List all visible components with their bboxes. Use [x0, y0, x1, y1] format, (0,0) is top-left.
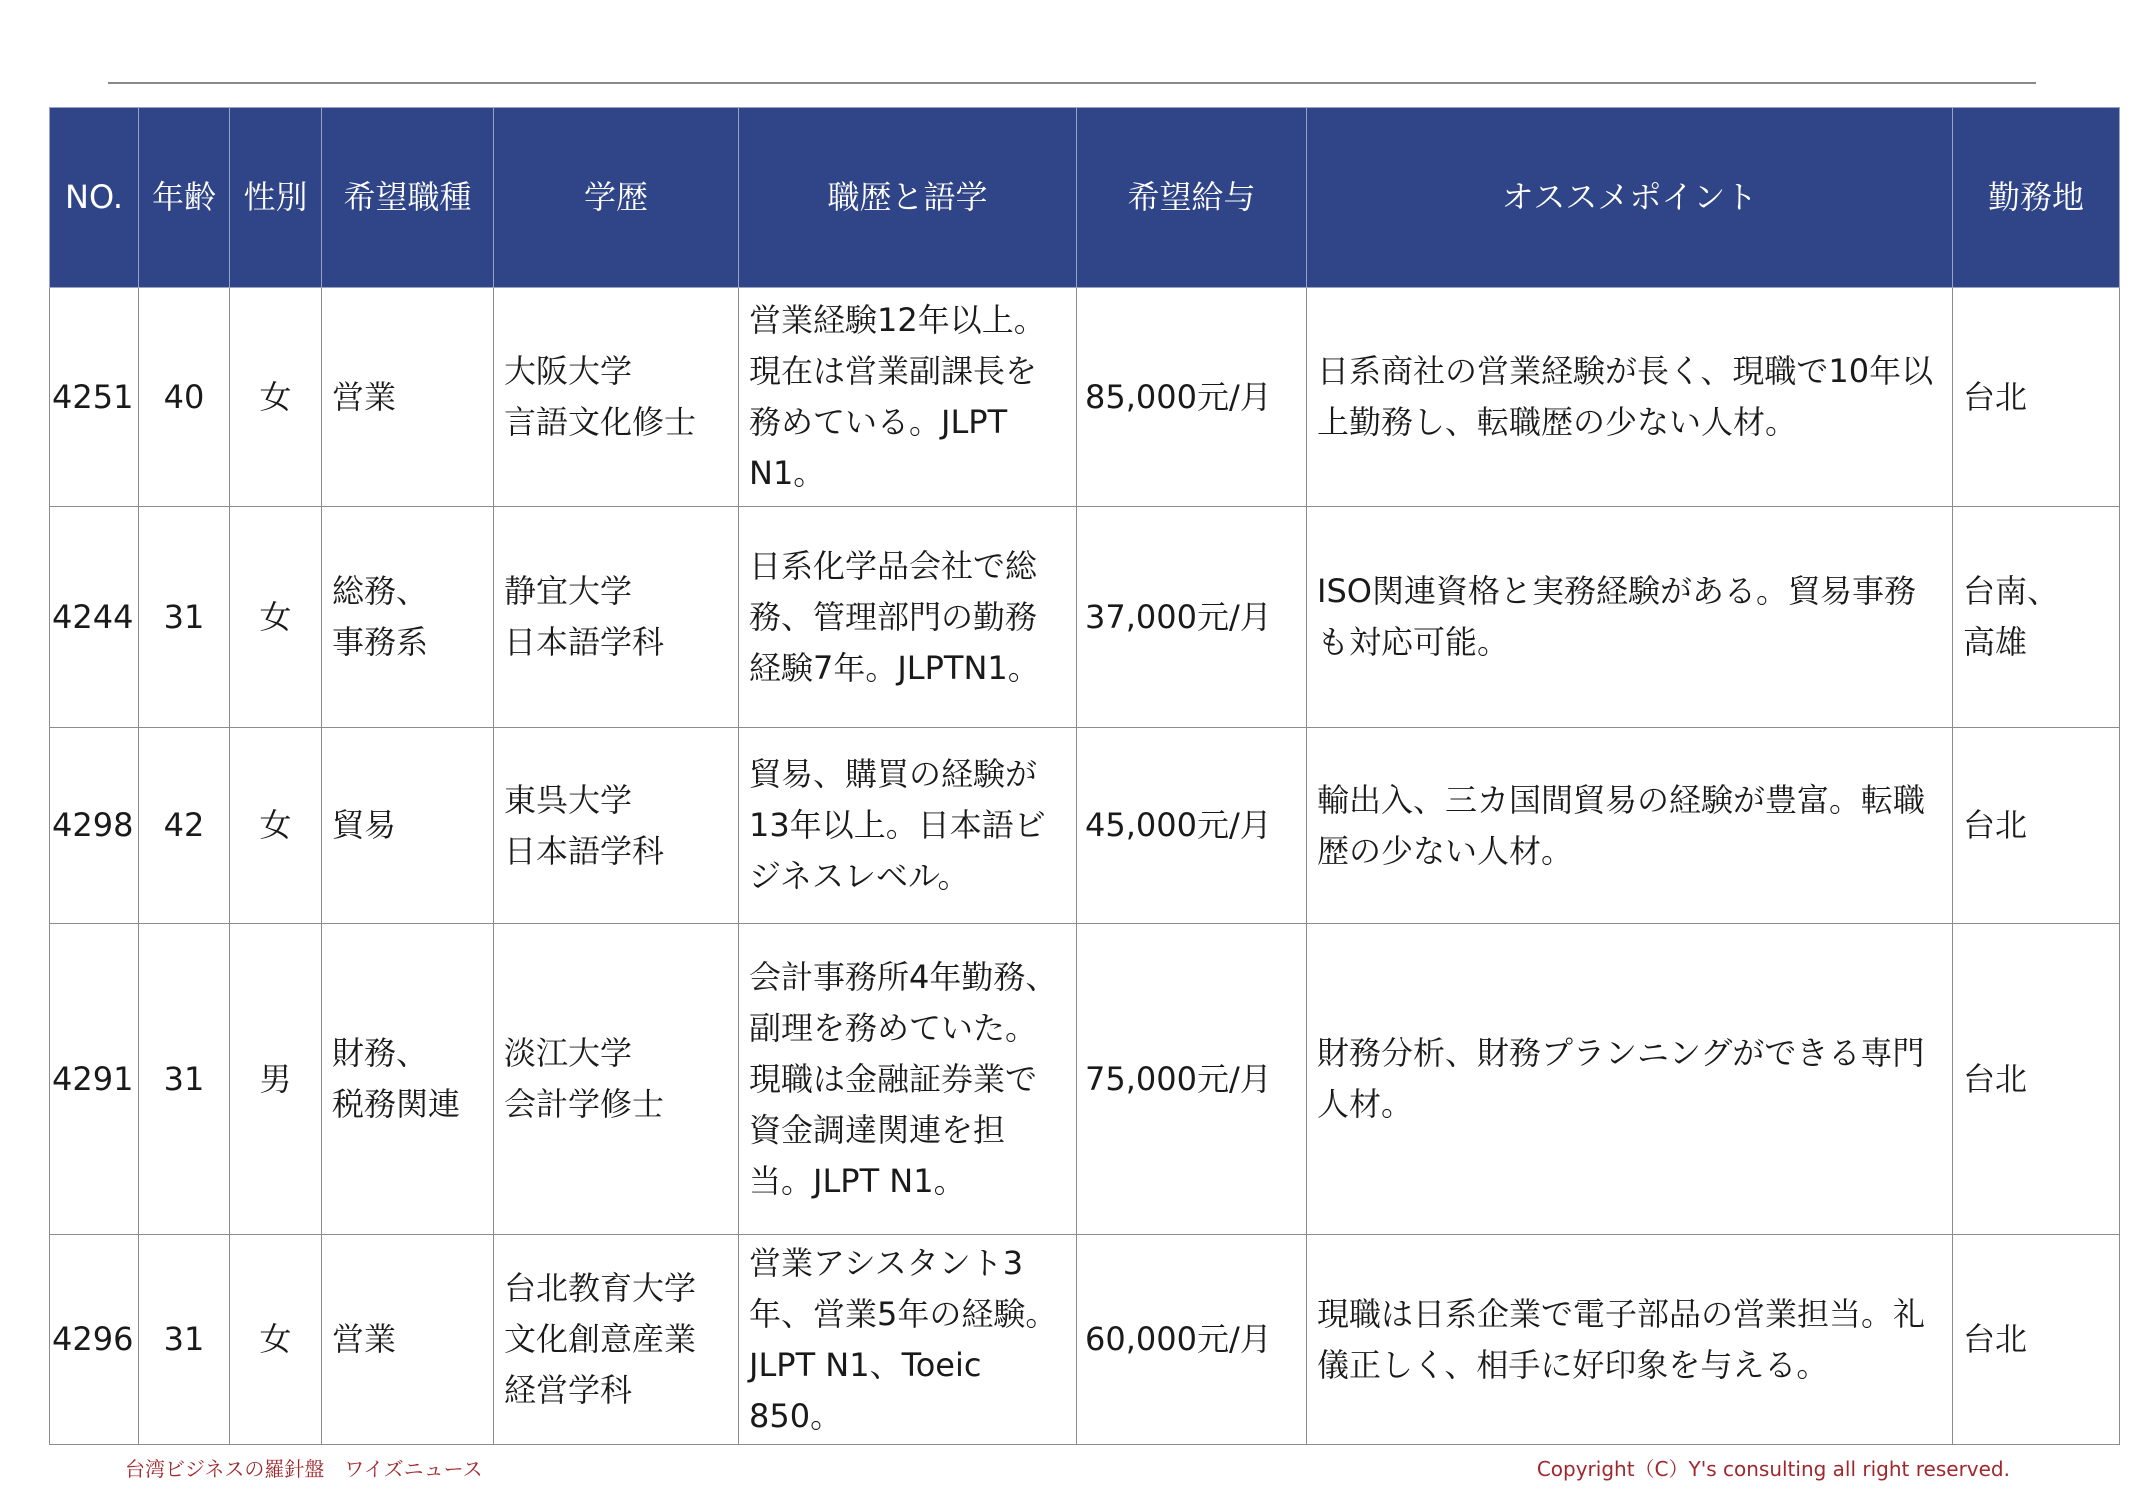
header-row [50, 108, 2120, 288]
cell-no: 4244 [50, 507, 139, 728]
cell-age: 40 [139, 288, 230, 507]
cell-location: 台北 [1953, 728, 2120, 924]
cell-age: 31 [139, 1235, 230, 1445]
table-row [50, 924, 2120, 1235]
table-row [50, 288, 2120, 507]
cell-education: 大阪大学 言語文化修士 [494, 288, 739, 507]
cell-location: 台南、 高雄 [1953, 507, 2120, 728]
cell-gender: 女 [230, 507, 322, 728]
cell-no: 4251 [50, 288, 139, 507]
cell-career: 会計事務所4年勤務、副理を務めていた。現職は金融証券業で資金調達関連を担当。JLPT N1。 [739, 924, 1077, 1235]
cell-education: 静宜大学 日本語学科 [494, 507, 739, 728]
cell-salary: 60,000元/月 [1077, 1235, 1307, 1445]
cell-gender: 女 [230, 1235, 322, 1445]
cell-career: 貿易、購買の経験が13年以上。日本語ビジネスレベル。 [739, 728, 1077, 924]
candidate-table [49, 107, 2120, 1445]
cell-location: 台北 [1953, 1235, 2120, 1445]
cell-gender: 女 [230, 728, 322, 924]
cell-salary: 85,000元/月 [1077, 288, 1307, 507]
cell-gender: 男 [230, 924, 322, 1235]
top-divider [108, 82, 2036, 84]
table-row [50, 728, 2120, 924]
cell-points: 日系商社の営業経験が長く、現職で10年以上勤務し、転職歴の少ない人材。 [1307, 288, 1953, 507]
cell-job: 貿易 [322, 728, 494, 924]
cell-no: 4296 [50, 1235, 139, 1445]
header-salary: 希望給与 [1077, 108, 1307, 288]
header-education: 学歴 [494, 108, 739, 288]
cell-points: ISO関連資格と実務経験がある。貿易事務も対応可能。 [1307, 507, 1953, 728]
cell-age: 42 [139, 728, 230, 924]
cell-age: 31 [139, 507, 230, 728]
footer-copyright: Copyright（C）Y's consulting all right reserved. [1536, 1457, 2010, 1481]
cell-career: 営業経験12年以上。現在は営業副課長を務めている。JLPT N1。 [739, 288, 1077, 507]
cell-education: 台北教育大学 文化創意産業 経営学科 [494, 1235, 739, 1445]
cell-location: 台北 [1953, 924, 2120, 1235]
cell-job: 総務、 事務系 [322, 507, 494, 728]
header-job: 希望職種 [322, 108, 494, 288]
cell-gender: 女 [230, 288, 322, 507]
cell-points: 現職は日系企業で電子部品の営業担当。礼儀正しく、相手に好印象を与える。 [1307, 1235, 1953, 1445]
cell-no: 4298 [50, 728, 139, 924]
header-points: オススメポイント [1307, 108, 1953, 288]
cell-job: 営業 [322, 288, 494, 507]
cell-job: 財務、 税務関連 [322, 924, 494, 1235]
header-location: 勤務地 [1953, 108, 2120, 288]
cell-points: 財務分析、財務プランニングができる専門人材。 [1307, 924, 1953, 1235]
table-row [50, 507, 2120, 728]
cell-job: 営業 [322, 1235, 494, 1445]
cell-education: 東呉大学 日本語学科 [494, 728, 739, 924]
table-row [50, 1235, 2120, 1445]
cell-career: 営業アシスタント3年、営業5年の経験。JLPT N1、Toeic 850。 [739, 1235, 1077, 1445]
cell-education: 淡江大学 会計学修士 [494, 924, 739, 1235]
cell-career: 日系化学品会社で総務、管理部門の勤務経験7年。JLPTN1。 [739, 507, 1077, 728]
header-age: 年齢 [139, 108, 230, 288]
header-no: NO. [50, 108, 139, 288]
header-career: 職歴と語学 [739, 108, 1077, 288]
cell-salary: 75,000元/月 [1077, 924, 1307, 1235]
cell-salary: 45,000元/月 [1077, 728, 1307, 924]
cell-age: 31 [139, 924, 230, 1235]
footer-brand-text: 台湾ビジネスの羅針盤 ワイズニュース [125, 1457, 483, 1481]
cell-points: 輸出入、三カ国間貿易の経験が豊富。転職歴の少ない人材。 [1307, 728, 1953, 924]
cell-location: 台北 [1953, 288, 2120, 507]
cell-salary: 37,000元/月 [1077, 507, 1307, 728]
cell-no: 4291 [50, 924, 139, 1235]
header-gender: 性別 [230, 108, 322, 288]
